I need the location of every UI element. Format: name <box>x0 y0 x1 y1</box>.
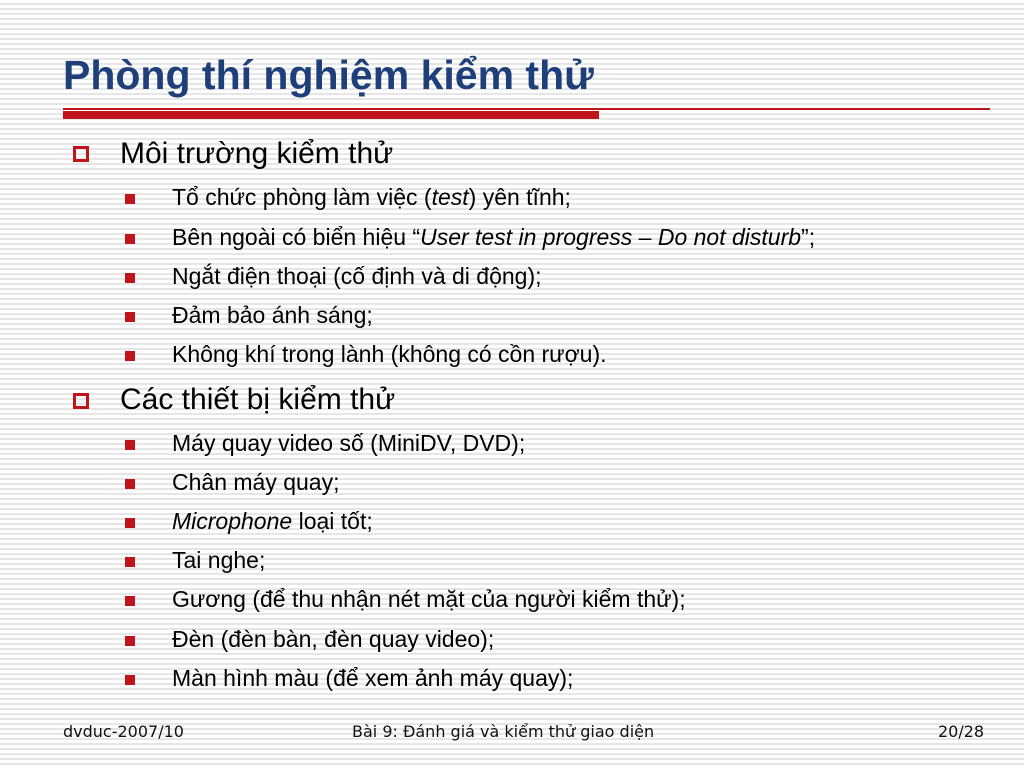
list-item: Máy quay video số (MiniDV, DVD); <box>172 430 526 456</box>
footer-page-number: 20/28 <box>938 722 985 741</box>
title-underline <box>63 108 990 110</box>
square-bullet-icon <box>125 518 135 528</box>
list-item: Ngắt điện thoại (cố định và di động); <box>172 263 542 289</box>
square-bullet-icon <box>125 234 135 244</box>
section-heading: Môi trường kiểm thử <box>120 137 394 170</box>
square-bullet-icon <box>125 557 135 567</box>
list-item: Đảm bảo ánh sáng; <box>172 302 373 328</box>
list-item: Không khí trong lành (không có cồn rượu). <box>172 341 607 367</box>
list-item: Chân máy quay; <box>172 469 340 495</box>
square-bullet-icon <box>125 596 135 606</box>
square-bullet-icon <box>125 351 135 361</box>
list-item: Microphone loại tốt; <box>172 508 373 534</box>
list-item: Gương (để thu nhận nét mặt của người kiểm thử); <box>172 586 686 612</box>
list-item: Bên ngoài có biển hiệu “User test in progress – Do not disturb”; <box>172 224 816 250</box>
list-item: Màn hình màu (để xem ảnh máy quay); <box>172 665 574 691</box>
list-item: Tổ chức phòng làm việc (test) yên tĩnh; <box>172 184 571 210</box>
square-bullet-icon <box>125 194 135 204</box>
footer-lesson-title: Bài 9: Đánh giá và kiểm thử giao diện <box>352 722 655 741</box>
footer-author: dvduc-2007/10 <box>63 722 184 741</box>
square-bullet-icon <box>125 273 135 283</box>
square-bullet-icon <box>125 479 135 489</box>
square-bullet-icon <box>125 440 135 450</box>
section-heading: Các thiết bị kiểm thử <box>120 383 396 416</box>
list-item: Tai nghe; <box>172 547 266 573</box>
square-bullet-icon <box>125 312 135 322</box>
title-underline-accent <box>63 111 599 119</box>
square-bullet-icon <box>125 636 135 646</box>
hollow-square-bullet-icon <box>73 393 89 409</box>
slide-title: Phòng thí nghiệm kiểm thử <box>63 52 594 98</box>
list-item: Đèn (đèn bàn, đèn quay video); <box>172 626 495 652</box>
hollow-square-bullet-icon <box>73 146 89 162</box>
square-bullet-icon <box>125 675 135 685</box>
